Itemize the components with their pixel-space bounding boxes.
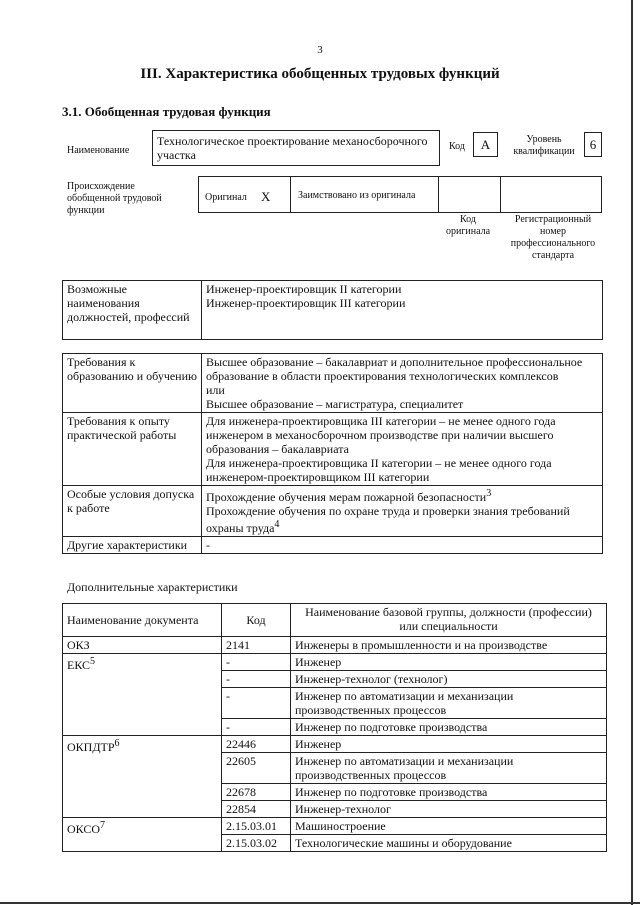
table-row: 22854 Инженер-технолог (63, 801, 607, 818)
name-label: Наименование (67, 145, 130, 156)
additional-table (62, 603, 607, 852)
footnote-4: 4 (274, 519, 280, 530)
other-value: - (202, 537, 603, 554)
table-row: - Инженер-технолог (технолог) (63, 671, 607, 688)
table-row: 22678 Инженер по подготовке производства (63, 784, 607, 801)
scan-edge-bottom (0, 902, 640, 904)
experience-value: Для инженера-проектировщика III категории – не менее одного года инженером в механосборочном производстве при наличии высшего образования – бакалавриата Для инженера-проектировщика II категории – не менее одного года инженером-проектировщиком III категории (202, 413, 603, 486)
education-label: Требования к образованию и обучению (63, 354, 202, 413)
gtf-name-value: Технологическое проектирование механосборочного участка (152, 130, 440, 166)
borrowed-label: Заимствовано из оригинала (298, 190, 416, 201)
footnote-3: 3 (486, 488, 492, 499)
table-row: 2.15.03.02 Технологические машины и оборудование (63, 835, 607, 852)
origin-label: Происхождение обобщенной трудовой функции (67, 181, 162, 216)
table-row: ОКСО$^7$ 2.15.03.01 Машиностроение (63, 818, 607, 835)
original-label: Оригинал (205, 192, 247, 203)
positions-table (62, 280, 603, 340)
code-label: Код (449, 141, 465, 152)
position-item: Инженер-проектировщик III категории (206, 296, 406, 310)
gtf-code-value: A (473, 132, 498, 157)
admission-label: Особые условия допуска к работе (63, 486, 202, 537)
experience-label: Требования к опыту практической работы (63, 413, 202, 486)
admission-value: Прохождение обучения мерам пожарной безопасности$^3$ Прохождение обучения по охране труда и проверки знания требований охраны труда$^4$ (202, 486, 603, 537)
other-label: Другие характеристики (63, 537, 202, 554)
table-row: ОКЗ 2141 Инженеры в промышленности и на производстве (63, 637, 607, 654)
table-row: ОКПДТР$^6$ 22446 Инженер (63, 736, 607, 753)
position-item: Инженер-проектировщик II категории (206, 282, 402, 296)
section-title: III. Характеристика обобщенных трудовых функций (140, 66, 500, 82)
origin-box (198, 176, 602, 213)
scan-edge (631, 0, 633, 905)
gtf-level-value: 6 (584, 132, 602, 157)
header-doc: Наименование документа (63, 604, 222, 637)
doc-eks: ЕКС$^5$ (63, 654, 222, 736)
positions-label: Возможные наименования должностей, профессий (63, 281, 202, 340)
table-row: - Инженер по подготовке производства (63, 719, 607, 736)
code-original-caption: Код оригинала (445, 214, 491, 237)
header-name: Наименование базовой группы, должности (профессии) или специальности (291, 604, 607, 637)
education-value: Высшее образование – бакалавриат и дополнительное профессиональное образование в области проектирования технологических комплексов или Высшее образование – магистратура, специалитет (202, 354, 603, 413)
original-mark: X (261, 189, 271, 204)
reg-number-caption: Регистрационный номер профессионального стандарта (510, 214, 596, 261)
positions-values (202, 281, 603, 340)
level-label: Уровень квалификации (513, 134, 575, 157)
subsection-title: 3.1. Обобщенная трудовая функция (62, 104, 271, 119)
header-code: Код (222, 604, 291, 637)
requirements-table (62, 353, 603, 554)
table-row: ЕКС$^5$ - Инженер (63, 654, 607, 671)
page-number: 3 (317, 44, 323, 56)
table-row: - Инженер по автоматизации и механизации производственных процессов (63, 688, 607, 719)
additional-title: Дополнительные характеристики (67, 580, 238, 594)
table-row: 22605 Инженер по автоматизации и механизации производственных процессов (63, 753, 607, 784)
doc-okpdtr: ОКПДТР$^6$ (63, 736, 222, 818)
doc-okso: ОКСО$^7$ (63, 818, 222, 852)
